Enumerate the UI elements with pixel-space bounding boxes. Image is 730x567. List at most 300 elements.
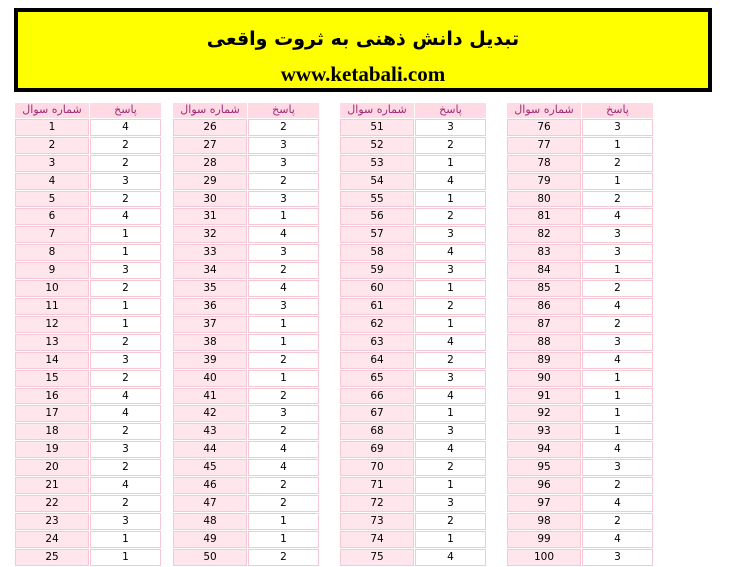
question-number-cell: 5 xyxy=(15,191,89,208)
question-number-cell: 60 xyxy=(340,280,414,297)
question-number-cell: 33 xyxy=(173,244,247,261)
question-number-cell: 90 xyxy=(507,370,581,387)
question-number-cell: 18 xyxy=(15,423,89,440)
table-row xyxy=(15,244,161,261)
answer-cell: 2 xyxy=(248,477,319,494)
question-number-cell: 1 xyxy=(15,119,89,136)
answer-cell: 1 xyxy=(248,531,319,548)
answer-cell: 4 xyxy=(248,280,319,297)
table-row xyxy=(507,244,653,261)
question-number-cell: 27 xyxy=(173,137,247,154)
table-row xyxy=(507,119,653,136)
question-number-cell: 67 xyxy=(340,405,414,422)
answer-cell: 2 xyxy=(248,388,319,405)
table-row xyxy=(507,459,653,476)
table-row xyxy=(340,405,486,422)
answer-cell: 1 xyxy=(582,137,653,154)
table-row xyxy=(173,173,319,190)
question-number-cell: 94 xyxy=(507,441,581,458)
answer-cell: 2 xyxy=(415,137,486,154)
table-row xyxy=(173,226,319,243)
question-number-cell: 19 xyxy=(15,441,89,458)
answer-cell: 1 xyxy=(415,280,486,297)
table-row xyxy=(15,495,161,512)
table-row xyxy=(507,280,653,297)
question-number-cell: 68 xyxy=(340,423,414,440)
table-row xyxy=(15,173,161,190)
question-number-cell: 9 xyxy=(15,262,89,279)
banner-title: تبدیل دانش ذهنی به ثروت واقعی xyxy=(206,28,520,50)
question-number-cell: 91 xyxy=(507,388,581,405)
answer-table xyxy=(506,102,654,567)
table-row xyxy=(173,531,319,548)
answer-cell: 1 xyxy=(90,298,161,315)
answer-cell: 4 xyxy=(90,119,161,136)
table-row xyxy=(507,262,653,279)
answer-cell: 2 xyxy=(415,298,486,315)
table-row xyxy=(15,334,161,351)
table-row xyxy=(15,119,161,136)
question-number-cell: 29 xyxy=(173,173,247,190)
question-number-cell: 34 xyxy=(173,262,247,279)
table-row xyxy=(173,423,319,440)
question-number-cell: 59 xyxy=(340,262,414,279)
website-link[interactable]: www.ketabali.com xyxy=(280,62,446,86)
question-number-header: شماره سوال xyxy=(507,103,581,118)
answer-cell: 1 xyxy=(415,316,486,333)
question-number-cell: 32 xyxy=(173,226,247,243)
table-row xyxy=(173,191,319,208)
answer-cell: 1 xyxy=(90,316,161,333)
question-number-cell: 40 xyxy=(173,370,247,387)
answer-cell: 2 xyxy=(90,459,161,476)
question-number-cell: 31 xyxy=(173,208,247,225)
question-number-cell: 84 xyxy=(507,262,581,279)
answer-cell: 4 xyxy=(90,388,161,405)
answer-cell: 3 xyxy=(582,334,653,351)
question-number-cell: 81 xyxy=(507,208,581,225)
question-number-cell: 62 xyxy=(340,316,414,333)
answer-cell: 1 xyxy=(90,531,161,548)
answer-cell: 3 xyxy=(582,119,653,136)
question-number-cell: 12 xyxy=(15,316,89,333)
question-number-header: شماره سوال xyxy=(15,103,89,118)
question-number-cell: 74 xyxy=(340,531,414,548)
answer-cell: 1 xyxy=(248,513,319,530)
answer-cell: 2 xyxy=(90,423,161,440)
table-row xyxy=(507,531,653,548)
table-row xyxy=(340,173,486,190)
table-row xyxy=(507,477,653,494)
question-number-cell: 45 xyxy=(173,459,247,476)
table-row xyxy=(507,137,653,154)
answer-cell: 1 xyxy=(248,316,319,333)
question-number-cell: 88 xyxy=(507,334,581,351)
answer-cell: 4 xyxy=(582,531,653,548)
table-row xyxy=(340,262,486,279)
table-row xyxy=(15,388,161,405)
table-row xyxy=(173,208,319,225)
answer-cell: 4 xyxy=(415,334,486,351)
answer-cell: 2 xyxy=(90,191,161,208)
answer-cell: 1 xyxy=(415,191,486,208)
answer-cell: 2 xyxy=(415,513,486,530)
table-row xyxy=(340,495,486,512)
answer-cell: 1 xyxy=(582,370,653,387)
question-number-cell: 75 xyxy=(340,549,414,566)
answer-cell: 1 xyxy=(248,208,319,225)
table-row xyxy=(173,549,319,566)
question-number-cell: 63 xyxy=(340,334,414,351)
table-row xyxy=(173,119,319,136)
answer-cell: 1 xyxy=(248,370,319,387)
question-number-cell: 13 xyxy=(15,334,89,351)
question-number-cell: 80 xyxy=(507,191,581,208)
answer-cell: 1 xyxy=(582,173,653,190)
table-row xyxy=(15,405,161,422)
question-number-cell: 6 xyxy=(15,208,89,225)
answer-cell: 2 xyxy=(415,459,486,476)
question-number-cell: 17 xyxy=(15,405,89,422)
table-row xyxy=(173,370,319,387)
answer-cell: 3 xyxy=(582,549,653,566)
table-row xyxy=(340,119,486,136)
answer-cell: 3 xyxy=(415,370,486,387)
question-number-cell: 89 xyxy=(507,352,581,369)
table-row xyxy=(15,155,161,172)
table-row xyxy=(173,441,319,458)
table-row xyxy=(340,531,486,548)
table-row xyxy=(15,191,161,208)
table-row xyxy=(507,388,653,405)
table-row xyxy=(173,316,319,333)
question-number-cell: 76 xyxy=(507,119,581,136)
answer-cell: 2 xyxy=(582,513,653,530)
answer-cell: 1 xyxy=(582,262,653,279)
question-number-cell: 96 xyxy=(507,477,581,494)
answer-cell: 3 xyxy=(582,226,653,243)
answer-cell: 2 xyxy=(415,208,486,225)
answer-cell: 4 xyxy=(90,477,161,494)
question-number-cell: 25 xyxy=(15,549,89,566)
answer-cell: 3 xyxy=(90,513,161,530)
answer-cell: 3 xyxy=(415,262,486,279)
question-number-cell: 38 xyxy=(173,334,247,351)
answer-cell: 3 xyxy=(415,119,486,136)
question-number-cell: 78 xyxy=(507,155,581,172)
table-row xyxy=(173,495,319,512)
answer-cell: 3 xyxy=(248,137,319,154)
answer-cell: 4 xyxy=(248,459,319,476)
answer-table xyxy=(14,102,162,567)
question-number-cell: 4 xyxy=(15,173,89,190)
table-row xyxy=(15,531,161,548)
answer-cell: 1 xyxy=(415,405,486,422)
table-row xyxy=(15,513,161,530)
answer-cell: 2 xyxy=(90,155,161,172)
answer-cell: 2 xyxy=(248,423,319,440)
table-row xyxy=(340,244,486,261)
answer-cell: 3 xyxy=(90,352,161,369)
question-number-cell: 99 xyxy=(507,531,581,548)
title-banner xyxy=(14,8,712,92)
table-row xyxy=(507,191,653,208)
table-row xyxy=(15,423,161,440)
table-row xyxy=(507,441,653,458)
table-row xyxy=(507,495,653,512)
answer-cell: 2 xyxy=(90,280,161,297)
question-number-cell: 98 xyxy=(507,513,581,530)
table-row xyxy=(340,423,486,440)
table-row xyxy=(340,370,486,387)
answer-cell: 4 xyxy=(582,208,653,225)
answer-cell: 4 xyxy=(248,226,319,243)
answer-cell: 4 xyxy=(415,388,486,405)
answer-cell: 3 xyxy=(90,262,161,279)
question-number-cell: 28 xyxy=(173,155,247,172)
question-number-cell: 36 xyxy=(173,298,247,315)
question-number-cell: 51 xyxy=(340,119,414,136)
table-row xyxy=(173,298,319,315)
table-row xyxy=(507,334,653,351)
question-number-cell: 26 xyxy=(173,119,247,136)
answer-cell: 2 xyxy=(582,477,653,494)
answer-cell: 3 xyxy=(248,298,319,315)
answer-cell: 1 xyxy=(415,155,486,172)
table-row xyxy=(15,298,161,315)
question-number-cell: 23 xyxy=(15,513,89,530)
table-row xyxy=(340,226,486,243)
question-number-cell: 83 xyxy=(507,244,581,261)
table-row xyxy=(15,477,161,494)
question-number-cell: 82 xyxy=(507,226,581,243)
question-number-cell: 72 xyxy=(340,495,414,512)
answer-cell: 3 xyxy=(582,244,653,261)
table-row xyxy=(340,441,486,458)
question-number-cell: 71 xyxy=(340,477,414,494)
table-row xyxy=(173,280,319,297)
question-number-cell: 56 xyxy=(340,208,414,225)
question-number-cell: 11 xyxy=(15,298,89,315)
answer-header: پاسخ xyxy=(248,103,319,118)
question-number-cell: 8 xyxy=(15,244,89,261)
question-number-cell: 43 xyxy=(173,423,247,440)
answer-cell: 3 xyxy=(90,173,161,190)
question-number-cell: 61 xyxy=(340,298,414,315)
answer-cell: 1 xyxy=(582,388,653,405)
table-row xyxy=(507,155,653,172)
question-number-header: شماره سوال xyxy=(340,103,414,118)
table-row xyxy=(507,208,653,225)
question-number-cell: 95 xyxy=(507,459,581,476)
answer-cell: 2 xyxy=(582,280,653,297)
table-row xyxy=(15,370,161,387)
answer-cell: 2 xyxy=(90,370,161,387)
question-number-cell: 79 xyxy=(507,173,581,190)
answer-cell: 4 xyxy=(90,405,161,422)
table-row xyxy=(340,388,486,405)
answer-cell: 1 xyxy=(248,334,319,351)
question-number-cell: 86 xyxy=(507,298,581,315)
table-row xyxy=(507,226,653,243)
table-row xyxy=(340,137,486,154)
question-number-cell: 44 xyxy=(173,441,247,458)
question-number-cell: 2 xyxy=(15,137,89,154)
question-number-cell: 69 xyxy=(340,441,414,458)
answer-cell: 3 xyxy=(415,226,486,243)
table-row xyxy=(173,405,319,422)
answer-cell: 2 xyxy=(248,352,319,369)
table-row xyxy=(507,370,653,387)
table-row xyxy=(173,513,319,530)
answer-cell: 1 xyxy=(582,423,653,440)
answer-cell: 1 xyxy=(415,531,486,548)
question-number-cell: 49 xyxy=(173,531,247,548)
question-number-cell: 85 xyxy=(507,280,581,297)
answer-cell: 2 xyxy=(90,334,161,351)
table-row xyxy=(15,316,161,333)
answer-cell: 4 xyxy=(415,173,486,190)
table-row xyxy=(15,280,161,297)
answer-header: پاسخ xyxy=(90,103,161,118)
answer-cell: 2 xyxy=(248,173,319,190)
table-row xyxy=(173,244,319,261)
answer-cell: 2 xyxy=(582,155,653,172)
table-row xyxy=(173,137,319,154)
answer-cell: 2 xyxy=(582,191,653,208)
table-row xyxy=(340,513,486,530)
answer-cell: 4 xyxy=(582,495,653,512)
answer-cell: 4 xyxy=(582,352,653,369)
answer-header: پاسخ xyxy=(582,103,653,118)
table-row xyxy=(173,477,319,494)
question-number-cell: 46 xyxy=(173,477,247,494)
table-header-row xyxy=(340,103,486,118)
answer-cell: 3 xyxy=(248,191,319,208)
question-number-cell: 21 xyxy=(15,477,89,494)
answer-cell: 1 xyxy=(90,244,161,261)
answer-cell: 4 xyxy=(415,441,486,458)
question-number-cell: 65 xyxy=(340,370,414,387)
question-number-cell: 73 xyxy=(340,513,414,530)
answer-cell: 4 xyxy=(248,441,319,458)
table-row xyxy=(173,388,319,405)
table-row xyxy=(15,459,161,476)
answer-cell: 4 xyxy=(415,244,486,261)
question-number-cell: 35 xyxy=(173,280,247,297)
answer-cell: 2 xyxy=(248,549,319,566)
table-row xyxy=(340,298,486,315)
table-row xyxy=(15,208,161,225)
question-number-cell: 64 xyxy=(340,352,414,369)
table-row xyxy=(15,352,161,369)
answer-cell: 3 xyxy=(248,405,319,422)
answer-header: پاسخ xyxy=(415,103,486,118)
answer-cell: 2 xyxy=(415,352,486,369)
answer-cell: 1 xyxy=(90,549,161,566)
question-number-cell: 77 xyxy=(507,137,581,154)
table-header-row xyxy=(15,103,161,118)
answer-cell: 1 xyxy=(90,226,161,243)
answer-cell: 2 xyxy=(248,119,319,136)
question-number-cell: 39 xyxy=(173,352,247,369)
question-number-cell: 10 xyxy=(15,280,89,297)
table-row xyxy=(507,405,653,422)
table-row xyxy=(507,423,653,440)
table-row xyxy=(340,316,486,333)
question-number-cell: 92 xyxy=(507,405,581,422)
table-row xyxy=(340,334,486,351)
question-number-cell: 16 xyxy=(15,388,89,405)
table-row xyxy=(340,280,486,297)
question-number-cell: 48 xyxy=(173,513,247,530)
table-row xyxy=(340,208,486,225)
table-header-row xyxy=(173,103,319,118)
answer-cell: 4 xyxy=(415,549,486,566)
answer-cell: 2 xyxy=(582,316,653,333)
question-number-cell: 47 xyxy=(173,495,247,512)
question-number-cell: 50 xyxy=(173,549,247,566)
question-number-cell: 20 xyxy=(15,459,89,476)
table-row xyxy=(507,316,653,333)
table-row xyxy=(173,155,319,172)
question-number-cell: 37 xyxy=(173,316,247,333)
table-row xyxy=(340,459,486,476)
table-row xyxy=(15,137,161,154)
table-row xyxy=(15,262,161,279)
question-number-cell: 41 xyxy=(173,388,247,405)
answer-table xyxy=(339,102,487,567)
table-row xyxy=(15,226,161,243)
answer-cell: 3 xyxy=(248,155,319,172)
table-row xyxy=(507,549,653,566)
question-number-cell: 14 xyxy=(15,352,89,369)
answer-cell: 3 xyxy=(90,441,161,458)
question-number-cell: 70 xyxy=(340,459,414,476)
question-number-cell: 42 xyxy=(173,405,247,422)
table-row xyxy=(340,477,486,494)
answer-cell: 2 xyxy=(90,137,161,154)
table-header-row xyxy=(507,103,653,118)
question-number-cell: 3 xyxy=(15,155,89,172)
question-number-header: شماره سوال xyxy=(173,103,247,118)
answer-cell: 1 xyxy=(415,477,486,494)
question-number-cell: 24 xyxy=(15,531,89,548)
answer-cell: 4 xyxy=(90,208,161,225)
table-row xyxy=(15,549,161,566)
answer-cell: 3 xyxy=(415,495,486,512)
question-number-cell: 30 xyxy=(173,191,247,208)
table-row xyxy=(507,513,653,530)
answer-cell: 4 xyxy=(582,298,653,315)
answer-cell: 2 xyxy=(248,262,319,279)
question-number-cell: 15 xyxy=(15,370,89,387)
table-row xyxy=(507,298,653,315)
question-number-cell: 66 xyxy=(340,388,414,405)
question-number-cell: 7 xyxy=(15,226,89,243)
answer-cell: 3 xyxy=(582,459,653,476)
table-row xyxy=(507,173,653,190)
question-number-cell: 53 xyxy=(340,155,414,172)
table-row xyxy=(340,155,486,172)
question-number-cell: 58 xyxy=(340,244,414,261)
answer-cell: 3 xyxy=(248,244,319,261)
question-number-cell: 93 xyxy=(507,423,581,440)
table-row xyxy=(340,191,486,208)
table-row xyxy=(15,441,161,458)
answer-cell: 3 xyxy=(415,423,486,440)
table-row xyxy=(173,459,319,476)
